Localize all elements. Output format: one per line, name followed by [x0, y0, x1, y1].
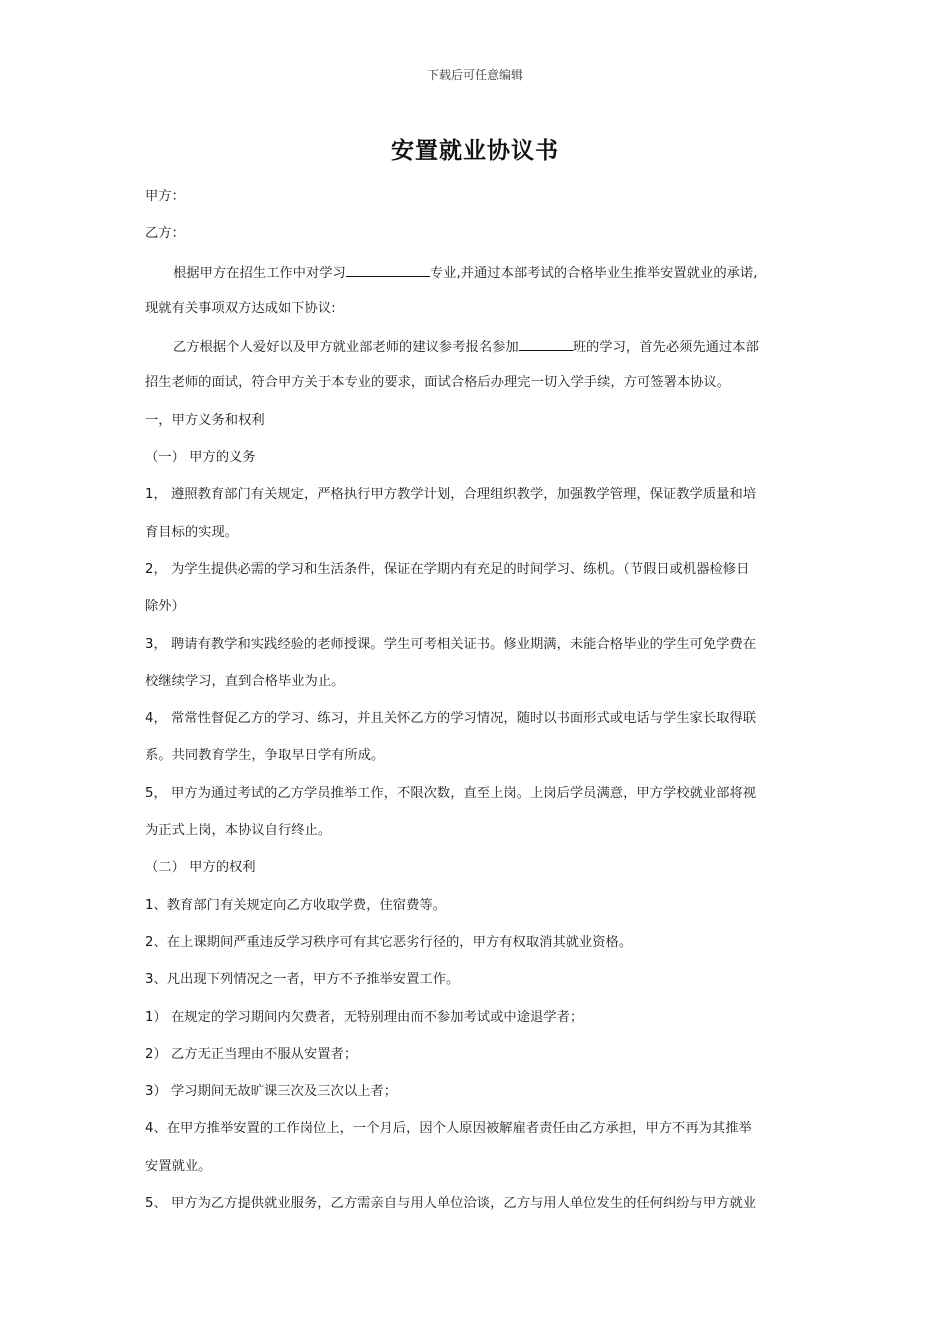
right-item-2: 2、在上课期间严重违反学习秩序可有其它恶劣行径的，甲方有权取消其就业资格。 [145, 934, 633, 950]
intro-paragraph-2 [145, 337, 807, 355]
duty-item-3-line2: 校继续学习，直到合格毕业为止。 [145, 673, 345, 689]
right-subitem-3: 3） 学习期间无故旷课三次及三次以上者； [145, 1084, 398, 1100]
major-blank [346, 263, 430, 277]
duty-item-4-line1: 4， 常常性督促乙方的学习、练习，并且关怀乙方的学习情况，随时以书面形式或电话与学生家长取得联 [145, 711, 757, 727]
duty-item-2-line1: 2， 为学生提供必需的学习和生活条件，保证在学期内有充足的时间学习、练机。（节假日或机器检修日 [145, 561, 750, 577]
duty-item-4-line2: 系。共同教育学生，争取早日学有所成。 [145, 748, 385, 764]
subsection-duties: （一） 甲方的义务 [145, 450, 256, 466]
intro-p1-before: 根据甲方在招生工作中对学习 [173, 265, 346, 281]
intro-paragraph-1-line2: 现就有关事项双方达成如下协议: [145, 300, 336, 316]
right-item-3: 3、凡出现下列情况之一者，甲方不予推举安置工作。 [145, 972, 460, 988]
class-blank [519, 337, 573, 351]
intro-p2-after: 班的学习，首先必须先通过本部 [572, 340, 759, 356]
header-note: 下载后可任意编辑 [426, 68, 523, 82]
duty-item-5-line2: 为正式上岗，本协议自行终止。 [145, 823, 332, 839]
right-item-5-line1: 5、 甲方为乙方提供就业服务，乙方需亲自与用人单位洽谈，乙方与用人单位发生的任何纠纷与甲方就业 [145, 1196, 757, 1212]
duty-item-3-line1: 3， 聘请有教学和实践经验的老师授课。学生可考相关证书。修业期满，未能合格毕业的学生可免学费在 [145, 636, 757, 652]
right-subitem-1: 1） 在规定的学习期间内欠费者，无特别理由而不参加考试或中途退学者； [145, 1009, 584, 1025]
intro-paragraph-2-line2: 招生老师的面试，符合甲方关于本专业的要求，面试合格后办理完一切入学手续，方可签署本协议。 [145, 375, 731, 391]
document-body [145, 188, 807, 1232]
right-item-4-line1: 4、在甲方推举安置的工作岗位上，一个月后，因个人原因被解雇者责任由乙方承担，甲方不再为其推举 [145, 1121, 752, 1137]
duty-item-1-line2: 育目标的实现。 [145, 524, 239, 540]
duty-item-5-line1: 5， 甲方为通过考试的乙方学员推举工作，不限次数，直至上岗。上岗后学员满意，甲方学校就业部将视 [145, 785, 757, 801]
party-a-line: 甲方： [145, 189, 185, 204]
party-b-line: 乙方： [145, 226, 185, 242]
right-subitem-2: 2） 乙方无正当理由不服从安置者； [145, 1046, 358, 1062]
right-item-4-line2: 安置就业。 [145, 1158, 212, 1174]
intro-paragraph-1 [145, 263, 807, 281]
duty-item-1-line1: 1， 遵照教育部门有关规定，严格执行甲方教学计划，合理组织教学，加强教学管理，保证教学质量和培 [145, 487, 757, 503]
intro-p1-after: 专业,并通过本部考试的合格毕业生推举安置就业的承诺, [429, 265, 758, 281]
duty-item-2-line2: 除外） [145, 599, 185, 615]
subsection-rights: （二） 甲方的权利 [145, 860, 256, 876]
section-heading-1: 一，甲方义务和权利 [145, 412, 265, 428]
document-title: 安置就业协议书 [391, 138, 559, 164]
right-item-1: 1、教育部门有关规定向乙方收取学费，住宿费等。 [145, 897, 446, 913]
intro-p2-before: 乙方根据个人爱好以及甲方就业部老师的建议参考报名参加 [173, 340, 519, 356]
